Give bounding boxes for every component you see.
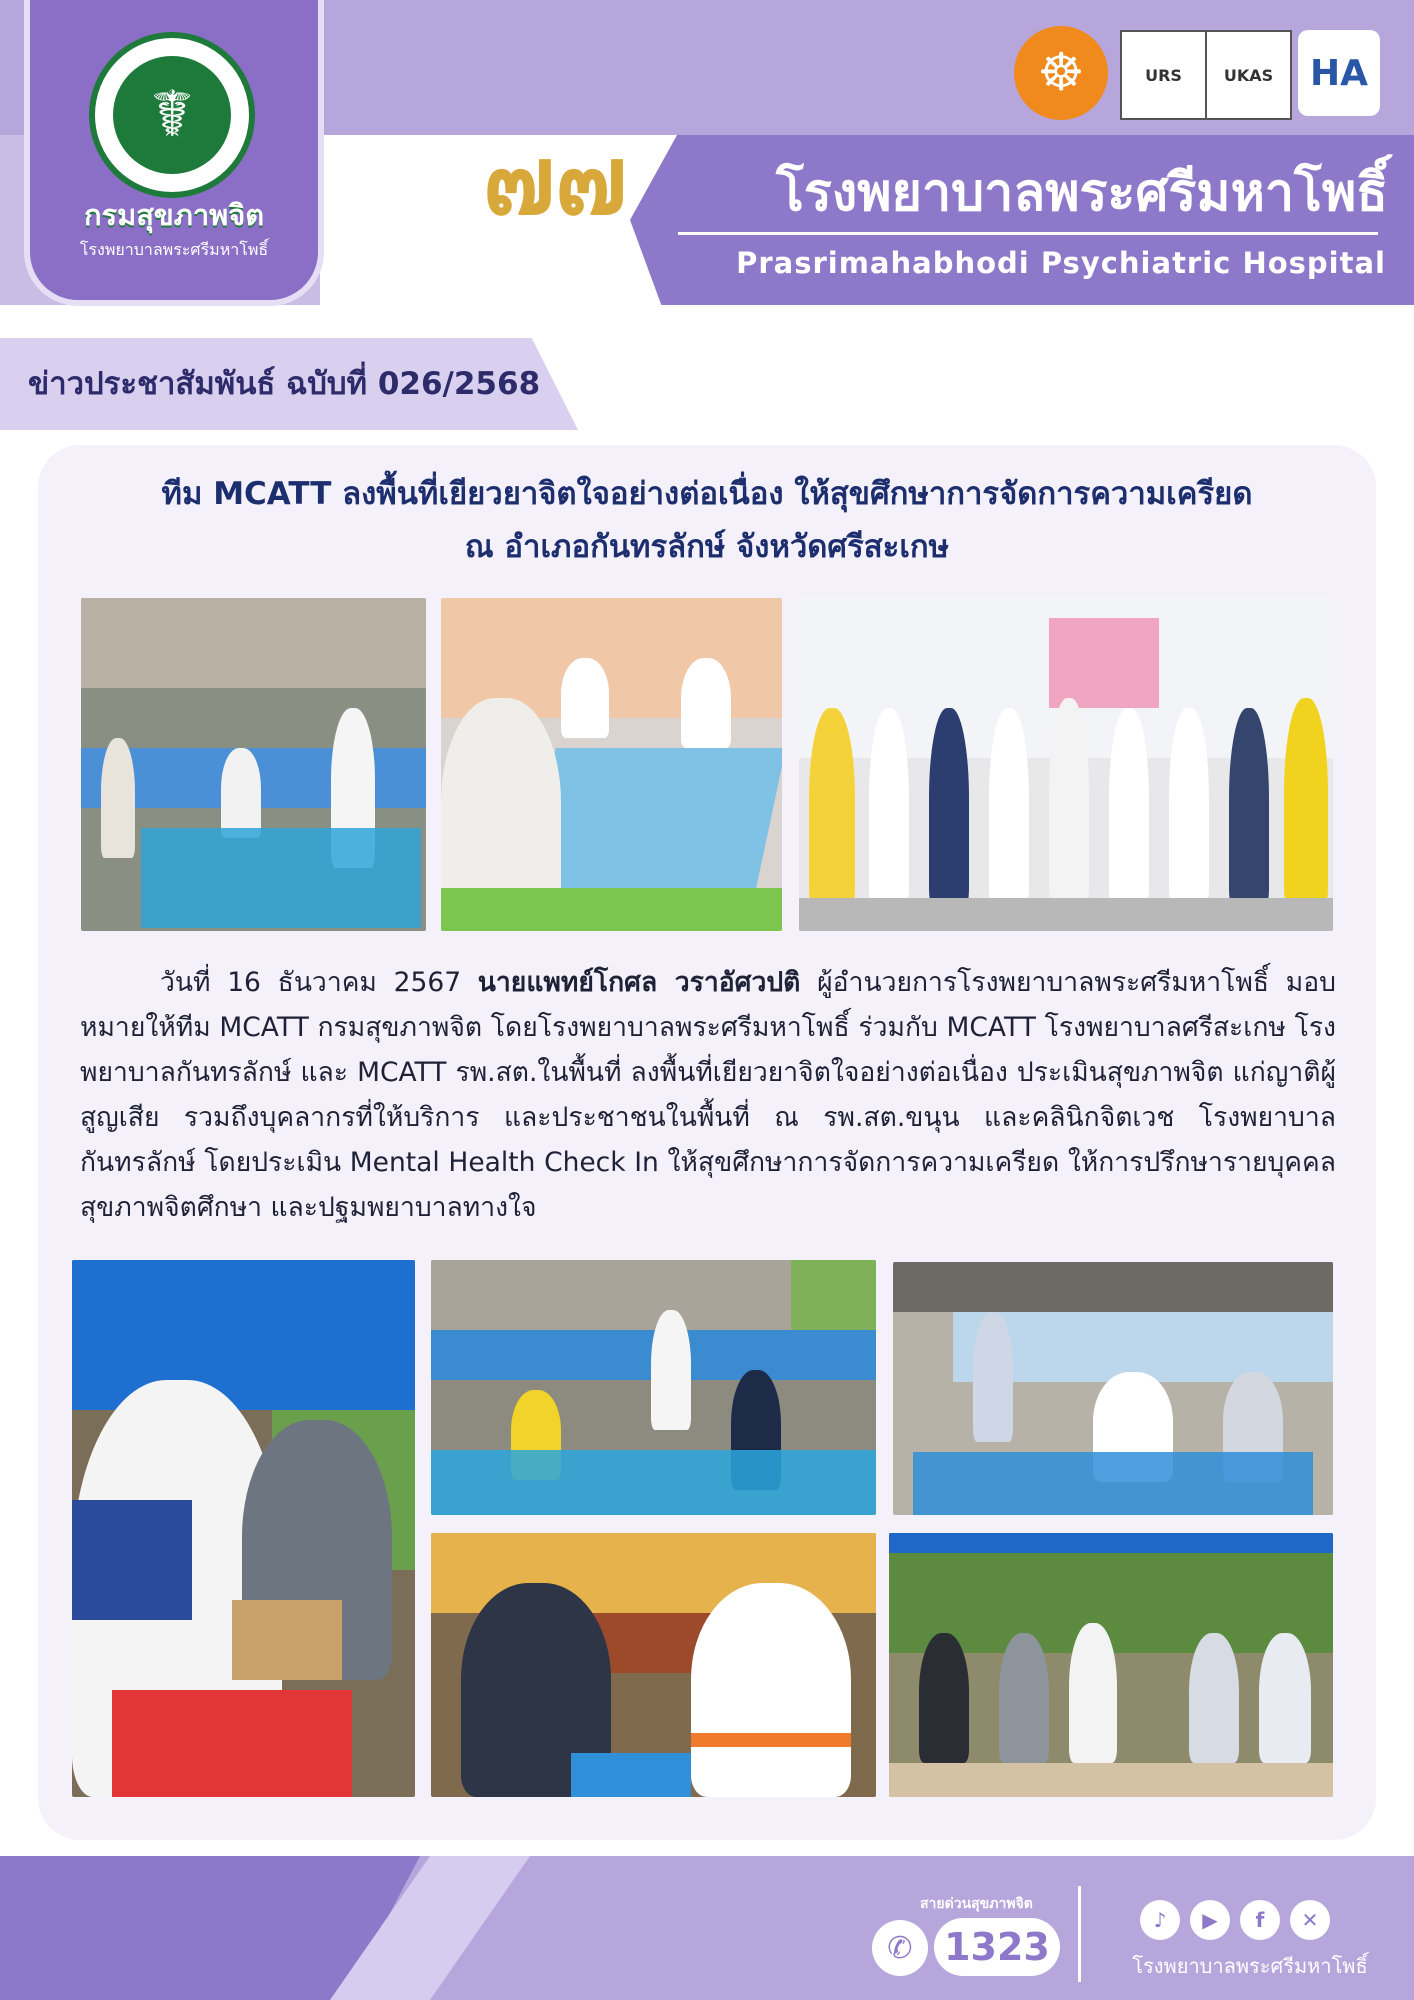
photo-open-hall-circle xyxy=(893,1262,1333,1515)
photo-outdoor-shade-circle xyxy=(889,1533,1333,1797)
phone-icon: ✆ xyxy=(872,1920,928,1976)
youtube-icon[interactable]: ▶ xyxy=(1190,1900,1230,1940)
ministry-seal-icon: ☤ xyxy=(89,32,255,198)
tiktok-icon[interactable]: ♪ xyxy=(1140,1900,1180,1940)
news-issue-label: ข่าวประชาสัมพันธ์ ฉบับที่ 026/2568 xyxy=(28,366,541,402)
facebook-icon[interactable]: f xyxy=(1240,1900,1280,1940)
photo-table-discussion xyxy=(441,598,782,931)
hospital-name-divider xyxy=(678,232,1378,235)
x-icon[interactable]: ✕ xyxy=(1290,1900,1330,1940)
body-person: นายแพทย์โกศล วราอัศวปติ xyxy=(477,967,801,998)
photo-group-portrait xyxy=(799,598,1333,931)
dharma-wheel-logo-icon: ☸ xyxy=(1014,26,1108,120)
footer-divider xyxy=(1078,1886,1081,1982)
article-headline xyxy=(60,468,1354,574)
hospital-name-th: โรงพยาบาลพระศรีมหาโพธิ์ xyxy=(775,163,1388,223)
hospital-name-en: Prasrimahabhodi Psychiatric Hospital xyxy=(736,246,1386,280)
department-sub: โรงพยาบาลพระศรีมหาโพธิ์ xyxy=(79,240,269,259)
urs-logo-icon: URS xyxy=(1145,65,1182,85)
iso-certification-logo xyxy=(1120,30,1292,120)
anniversary-logo-icon: ๗๗ xyxy=(482,123,628,236)
department-name: กรมสุขภาพจิต xyxy=(83,198,265,232)
headline-line-2: ณ อำเภอกันทรลักษ์ จังหวัดศรีสะเกษ xyxy=(464,529,950,565)
headline-line-1: ทีม MCATT ลงพื้นที่เยียวยาจิตใจอย่างต่อเนื่อง ให้สุขศึกษาการจัดการความเครียด xyxy=(161,476,1253,512)
footer-org-name: โรงพยาบาลพระศรีมหาโพธิ์ xyxy=(1132,1954,1368,1978)
body-text: ผู้อำนวยการโรงพยาบาลพระศรีมหาโพธิ์ มอบหมายให้ทีม MCATT กรมสุขภาพจิต โดยโรงพยาบาลพระศรีมหาโพธิ์ ร่วมกับ MCATT โรงพยาบาลศรีสะเกษ โรงพยาบาลกันทรลักษ์ และ MCATT รพ.สต.ในพื้นที่ ลงพื้นที่เยียวยาจิตใจอย่างต่อเนื่อง ประเมินสุขภาพจิต แก่ญาติผู้สูญเสีย รวมถึงบุคลากรที่ให้บริการ และประชาชนในพื้นที่ ณ รพ.สต.ขนุน และคลินิกจิตเวช โรงพยาบาลกันทรลักษ์ โดยประเมิน Mental Health Check In ให้สุขศึกษาการจัดการความเครียด ให้การปรึกษารายบุคคล สุขภาพจิตศึกษา และปฐมพยาบาลทางใจ xyxy=(80,967,1336,1223)
photo-tent-assessment xyxy=(72,1260,415,1797)
article-body xyxy=(80,960,1336,1230)
social-links xyxy=(1140,1900,1330,1940)
hotline-caption: สายด่วนสุขภาพจิต xyxy=(920,1896,1033,1912)
healthcare-accreditation-logo-icon: HA xyxy=(1298,30,1380,116)
hotline-number[interactable]: 1323 xyxy=(934,1918,1060,1976)
photo-meeting-pavilion xyxy=(81,598,426,931)
body-date: วันที่ 16 ธันวาคม 2567 xyxy=(160,967,462,998)
photo-indoor-counseling xyxy=(431,1533,876,1797)
photo-pavilion-group xyxy=(431,1260,876,1515)
ukas-logo-icon: UKAS xyxy=(1205,32,1290,118)
